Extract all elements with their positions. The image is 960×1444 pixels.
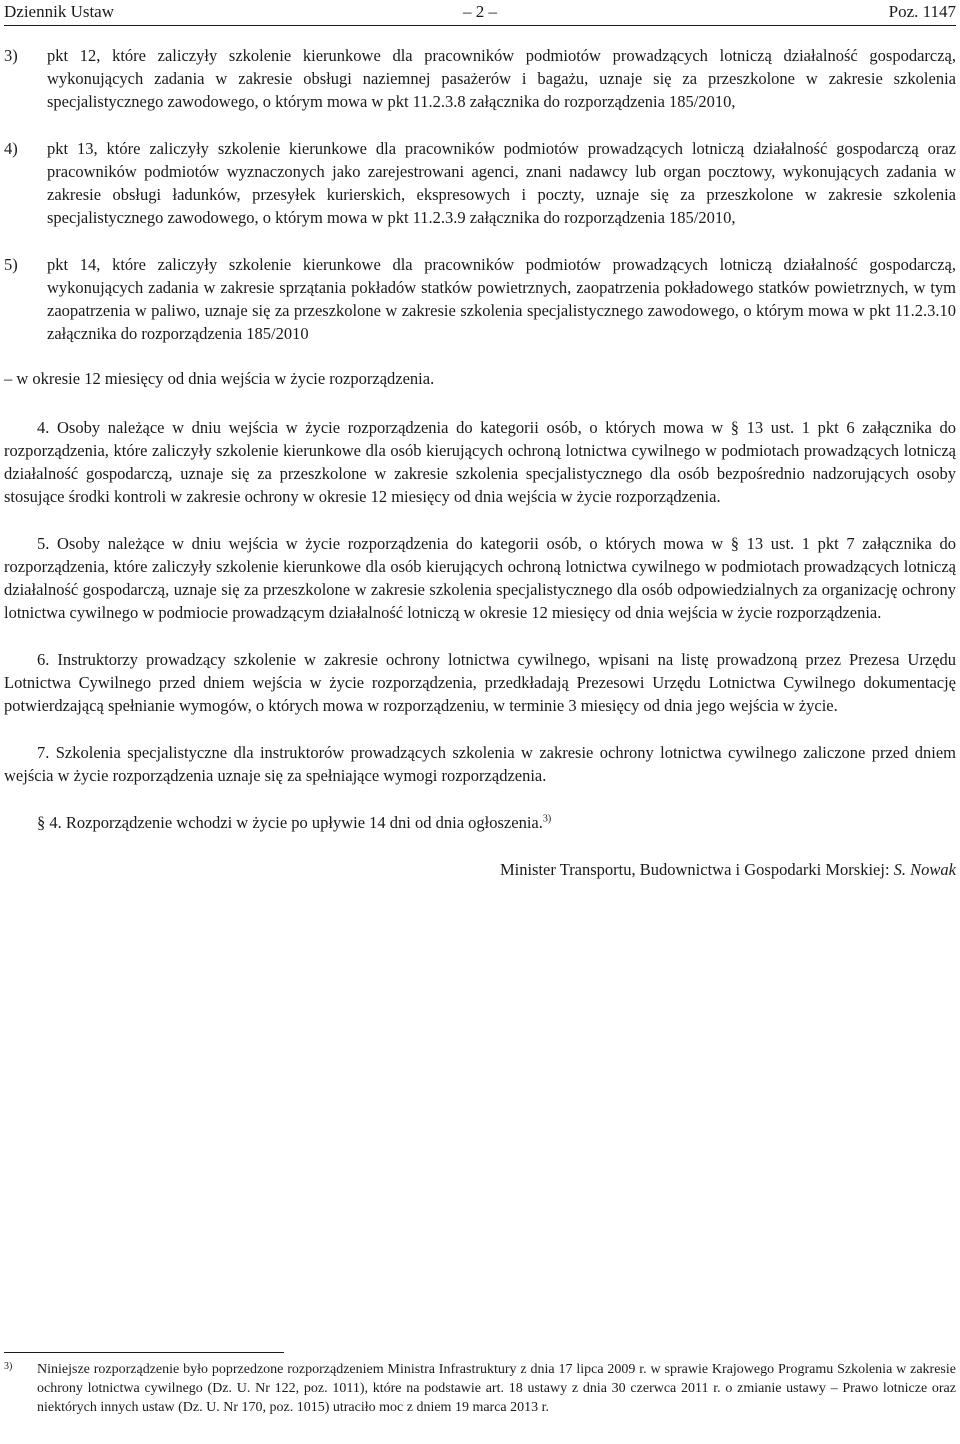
list-item xyxy=(4,137,956,229)
document-body xyxy=(4,44,956,881)
footnote-divider xyxy=(4,1352,284,1353)
list-item-number: 4) xyxy=(4,139,18,158)
signatory-title: Minister Transportu, Budownictwa i Gospodarki Morskiej: xyxy=(499,860,894,879)
signatory-name: S. Nowak xyxy=(893,860,956,879)
paragraph-7: 7. Szkolenia specjalistyczne dla instruktorów prowadzących szkolenia w zakresie ochrony lotnictwa cywilnego zaliczone przed dniem wejścia w życie rozporządzenia uznaje się za spełniające wymogi rozporządzenia. xyxy=(4,743,956,785)
list-item-number: 5) xyxy=(4,255,18,274)
paragraph-4: 4. Osoby należące w dniu wejścia w życie rozporządzenia do kategorii osób, o których mowa w § 13 ust. 1 pkt 6 załącznika do rozporządzenia, które zaliczyły szkolenie kierunkowe dla osób kierujących ochroną lotnictwa cywilnego w podmiotach prowadzących lotniczą działalność gospodarczą, uznaje się za przeszkolone w zakresie szkolenia specjalistycznego dla osób bezpośrednio nadzorujących osoby stosujące środki kontroli w zakresie ochrony w okresie 12 miesięcy od dnia wejścia w życie rozporządzenia. xyxy=(4,418,956,506)
list-item xyxy=(4,44,956,113)
page-number: – 2 – xyxy=(463,2,497,21)
paragraph-6: 6. Instruktorzy prowadzący szkolenie w zakresie ochrony lotnictwa cywilnego, wpisani na listę prowadzoną przez Prezesa Urzędu Lotnictwa Cywilnego przed dniem wejścia w życie rozporządzenia, przedkładają Prezesowi Urzędu Lotnictwa Cywilnego dokumentację potwierdzającą spełnianie wymogów, o których mowa w rozporządzeniu, w terminie 3 miesięcy od dnia jego wejścia w życie. xyxy=(4,650,956,715)
journal-title: Dziennik Ustaw xyxy=(4,2,115,21)
position-number: Poz. 1147 xyxy=(888,2,956,21)
footnote-number: 3) xyxy=(4,1361,13,1372)
closing-dash-line: – w okresie 12 miesięcy od dnia wejścia w życie rozporządzenia. xyxy=(4,369,435,388)
signature-block xyxy=(4,858,956,881)
list-item-text: pkt 12, które zaliczyły szkolenie kierunkowe dla pracowników podmiotów prowadzących lotniczą działalność gospodarczą, wykonujących zadania w zakresie obsługi naziemnej pasażerów i bagażu, uznaje się za przeszkolone w zakresie szkolenia specjalistycznego zawodowego, o którym mowa w pkt 11.2.3.8 załącznika do rozporządzenia 185/2010, xyxy=(47,46,956,111)
footnote xyxy=(4,1360,956,1417)
footnote-reference[interactable]: 3) xyxy=(542,813,552,825)
page-header xyxy=(4,1,956,26)
list-item xyxy=(4,253,956,345)
list-item-text: pkt 14, które zaliczyły szkolenie kierunkowe dla pracowników podmiotów prowadzących lotniczą działalność gospodarczą, wykonujących zadania w zakresie sprzątania pokładów statków powietrznych, zaopatrzenia pokładowego statków powietrznych, w tym zaopatrzenia w paliwo, uznaje się za przeszkolone w zakresie szkolenia specjalistycznego zawodowego, o którym mowa w pkt 11.2.3.10 załącznika do rozporządzenia 185/2010 xyxy=(47,255,956,343)
list-item-number: 3) xyxy=(4,46,18,65)
paragraph-5: 5. Osoby należące w dniu wejścia w życie rozporządzenia do kategorii osób, o których mowa w § 13 ust. 1 pkt 7 załącznika do rozporządzenia, które zaliczyły szkolenie kierunkowe dla osób kierujących ochroną lotnictwa cywilnego w podmiotach prowadzących lotniczą działalność gospodarczą, uznaje się za przeszkolone w zakresie szkolenia specjalistycznego dla osób odpowiedzialnych za organizację ochrony lotnictwa cywilnego w podmiocie prowadzącym działalność lotniczą w okresie 12 miesięcy od dnia wejścia w życie rozporządzenia. xyxy=(4,534,956,622)
list-item-text: pkt 13, które zaliczyły szkolenie kierunkowe dla pracowników podmiotów prowadzących lotniczą działalność gospodarczą oraz pracowników podmiotów wyznaczonych jako zarejestrowani agenci, znani nadawcy lub organ pocztowy, wykonujących zadania w zakresie obsługi ładunków, przesyłek kurierskich, ekspresowych i poczty, uznaje się za przeszkolone w zakresie szkolenia specjalistycznego zawodowego, o którym mowa w pkt 11.2.3.9 załącznika do rozporządzenia 185/2010, xyxy=(47,139,956,227)
section-4 xyxy=(4,811,956,834)
section-4-text: § 4. Rozporządzenie wchodzi w życie po upływie 14 dni od dnia ogłoszenia. xyxy=(37,813,543,832)
footnote-text: Niniejsze rozporządzenie było poprzedzone rozporządzeniem Ministra Infrastruktury z dnia 17 lipca 2009 r. w sprawie Krajowego Programu Szkolenia w zakresie ochrony lotnictwa cywilnego (Dz. U. Nr 122, poz. 1011), które na podstawie art. 18 ustawy z dnia 30 czerwca 2011 r. o zmianie ustawy – Prawo lotnicze oraz niektórych innych ustaw (Dz. U. Nr 170, poz. 1015) utraciło moc z dniem 19 marca 2013 r. xyxy=(37,1362,956,1415)
